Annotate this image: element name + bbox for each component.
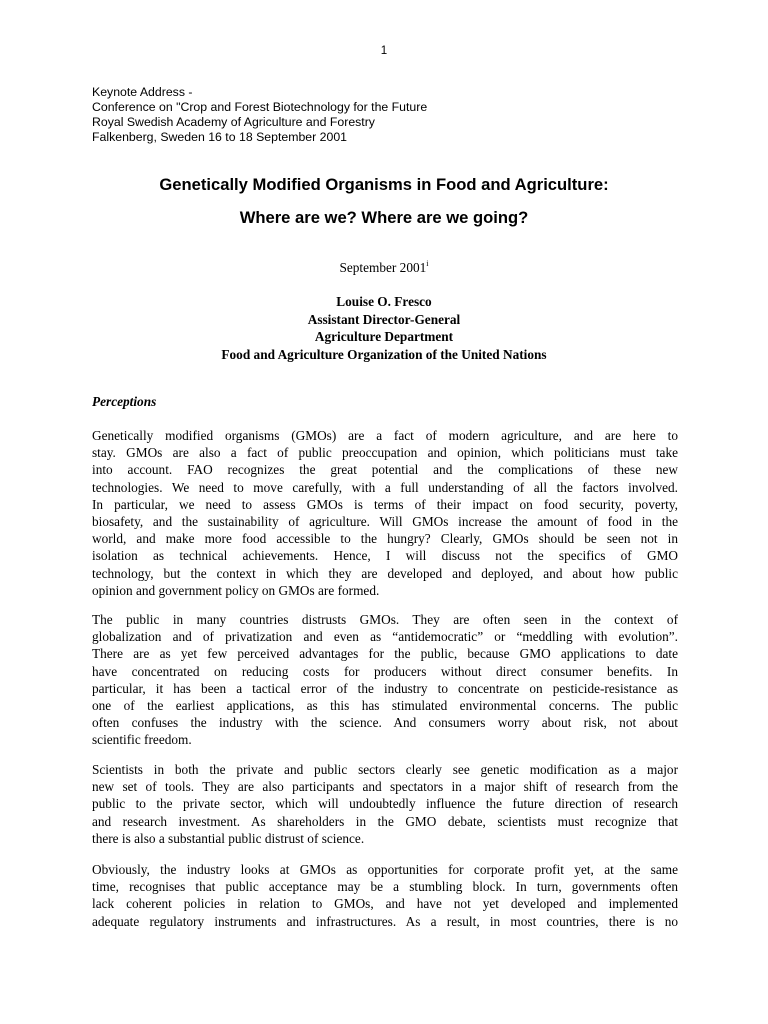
paragraph-line: globalization and of privatization and even as “antidemocratic” or “meddling with evolution”.: [92, 629, 678, 645]
paragraph-line: In particular, we need to assess GMOs is terms of their impact on food security, poverty,: [92, 496, 678, 512]
paragraph-line: public to the private sector, which will undoubtedly influence the future direction of research: [92, 796, 678, 812]
date-text: September 2001: [339, 260, 427, 275]
author-name: Louise O. Fresco: [336, 294, 432, 309]
paragraph-line: there is also a substantial public distrust of science.: [92, 830, 365, 846]
page-number: 1: [380, 45, 388, 57]
paragraph: [92, 427, 678, 599]
document-title: Genetically Modified Organisms in Food and Agriculture:: [159, 175, 609, 194]
paragraph-line: technologies. We need to move carefully, with a full understanding of all the factors involved.: [92, 479, 678, 495]
header-line: Conference on "Crop and Forest Biotechnology for the Future: [92, 100, 428, 114]
author-organization: Food and Agriculture Organization of the United Nations: [221, 346, 547, 362]
paragraph-line: world, and make more food accessible to the hungry? Clearly, GMOs should be seen not in: [92, 531, 678, 547]
paragraph: [92, 611, 678, 749]
section-heading: Perceptions: [92, 394, 157, 409]
paragraph-line: new set of tools. They are also participants and spectators in a major shift of research from the: [92, 779, 678, 795]
paragraph-line: Genetically modified organisms (GMOs) are a fact of modern agriculture, and are here to: [92, 428, 678, 443]
footnote-marker: i: [426, 259, 429, 268]
header-line: Royal Swedish Academy of Agriculture and Forestry: [92, 115, 375, 129]
paragraph-line: scientific freedom.: [92, 732, 192, 748]
paragraph-line: isolation as technical achievements. Hence, I will discuss not the specifics of GMO: [92, 548, 678, 564]
conference-header: [92, 85, 678, 145]
paragraph-line: adequate regulatory instruments and infrastructures. As a result, in most countries, there is no: [92, 913, 678, 929]
header-line: Keynote Address -: [92, 85, 193, 99]
author-block: [91, 293, 677, 363]
document-subtitle: Where are we? Where are we going?: [239, 208, 529, 227]
paragraph-line: have concentrated on reducing costs for producers without direct consumer benefits. In: [92, 663, 678, 679]
header-line: Falkenberg, Sweden 16 to 18 September 2001: [92, 130, 347, 144]
paragraph-line: stay. GMOs are also a fact of public preoccupation and opinion, which politicians must take: [92, 445, 678, 461]
author-position: Assistant Director-General: [307, 311, 461, 327]
document-date: [91, 260, 677, 276]
paragraph-line: into account. FAO recognizes the great potential and the complications of these new: [92, 462, 678, 478]
paragraph-line: particular, it has been a tactical error of the industry to concentrate on pesticide-resistance as: [92, 680, 678, 696]
paragraph-line: technology, but the context in which they are developed and deployed, and about how public: [92, 565, 678, 581]
paragraph-line: one of the earliest applications, as this has stimulated environmental concerns. The public: [92, 697, 678, 713]
paragraph-line: lack coherent policies in relation to GMOs, and have not yet developed and implemented: [92, 896, 678, 912]
paragraph: [92, 861, 678, 930]
paragraph-line: The public in many countries distrusts GMOs. They are often seen in the context of: [92, 612, 678, 627]
paragraph-line: biosafety, and the sustainability of agriculture. Will GMOs increase the amount of food in the: [92, 513, 678, 529]
paragraph-line: opinion and government policy on GMOs are formed.: [92, 582, 380, 598]
paragraph-line: time, recognises that public acceptance may be a stumbling block. In turn, governments often: [92, 879, 678, 895]
paragraph-line: and research investment. As shareholders in the GMO debate, scientists must recognize that: [92, 813, 678, 829]
paragraph-line: Scientists in both the private and public sectors clearly see genetic modification as a major: [92, 762, 678, 777]
document-page: [91, 0, 677, 1024]
paragraph-line: Obviously, the industry looks at GMOs as opportunities for corporate profit yet, at the same: [92, 862, 678, 877]
paragraph: [92, 761, 678, 847]
author-department: Agriculture Department: [314, 329, 454, 344]
paragraph-line: often confuses the industry with the science. And consumers worry about risk, not about: [92, 715, 678, 731]
paragraph-line: There are as yet few perceived advantages for the public, because GMO applications to date: [92, 646, 678, 662]
